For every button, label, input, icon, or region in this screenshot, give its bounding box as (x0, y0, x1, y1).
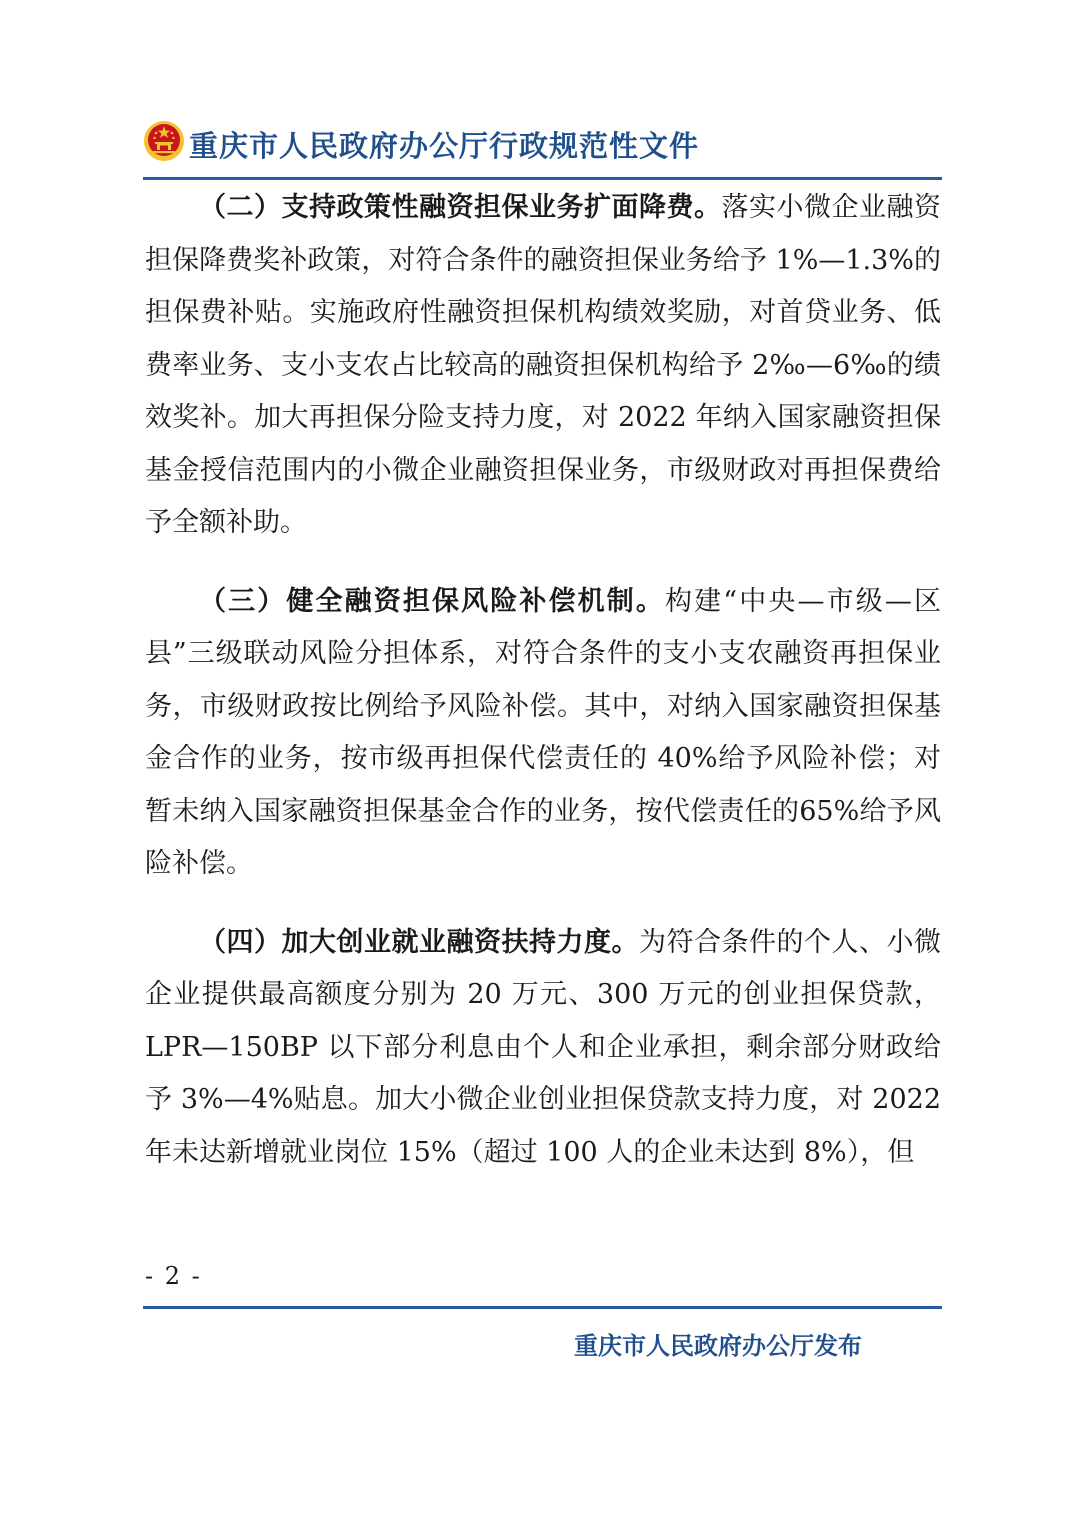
paragraph-section-4 (145, 917, 941, 1180)
paragraph-section-3 (145, 576, 941, 891)
document-body (145, 182, 941, 1179)
header-title: 重庆市人民政府办公厅行政规范性文件 (189, 129, 700, 163)
paragraph-heading: （三）健全融资担保风险补偿机制。 (199, 585, 666, 617)
national-emblem-icon (143, 120, 185, 162)
document-header (143, 118, 943, 170)
footer-divider (143, 1306, 942, 1309)
footer-publisher: 重庆市人民政府办公厅发布 (574, 1332, 862, 1360)
paragraph-text: 构建“中央—市级—区县”三级联动风险分担体系，对符合条件的支小支农融资再担保业务，市级财政按比例给予风险补偿。其中，对纳入国家融资担保基金合作的业务，按市级再担保代偿责任的 40%给予风险补偿；对暂未纳入国家融资担保基金合作的业务，按代偿责任的65%给予风险补偿。 (145, 585, 941, 879)
header-divider (143, 177, 942, 180)
paragraph-section-2 (145, 182, 941, 550)
page-number: - 2 - (145, 1262, 202, 1290)
paragraph-text: 为符合条件的个人、小微企业提供最高额度分别为 20 万元、300 万元的创业担保贷款，LPR—150BP 以下部分利息由个人和企业承担，剩余部分财政给予 3%—4%贴息。加大小微企业创业担保贷款支持力度，对 2022 年未达新增就业岗位 15%（超过 100 人的企业未达到 8%），但 (145, 926, 941, 1168)
paragraph-text: 落实小微企业融资担保降费奖补政策，对符合条件的融资担保业务给予 1%—1.3%的担保费补贴。实施政府性融资担保机构绩效奖励，对首贷业务、低费率业务、支小支农占比较高的融资担保机构给予 2‰—6‰的绩效奖补。加大再担保分险支持力度，对 2022 年纳入国家融资担保基金授信范围内的小微企业融资担保业务，市级财政对再担保费给予全额补助。 (145, 192, 941, 538)
paragraph-heading: （二）支持政策性融资担保业务扩面降费。 (199, 192, 722, 223)
paragraph-heading: （四）加大创业就业融资扶持力度。 (199, 926, 639, 958)
